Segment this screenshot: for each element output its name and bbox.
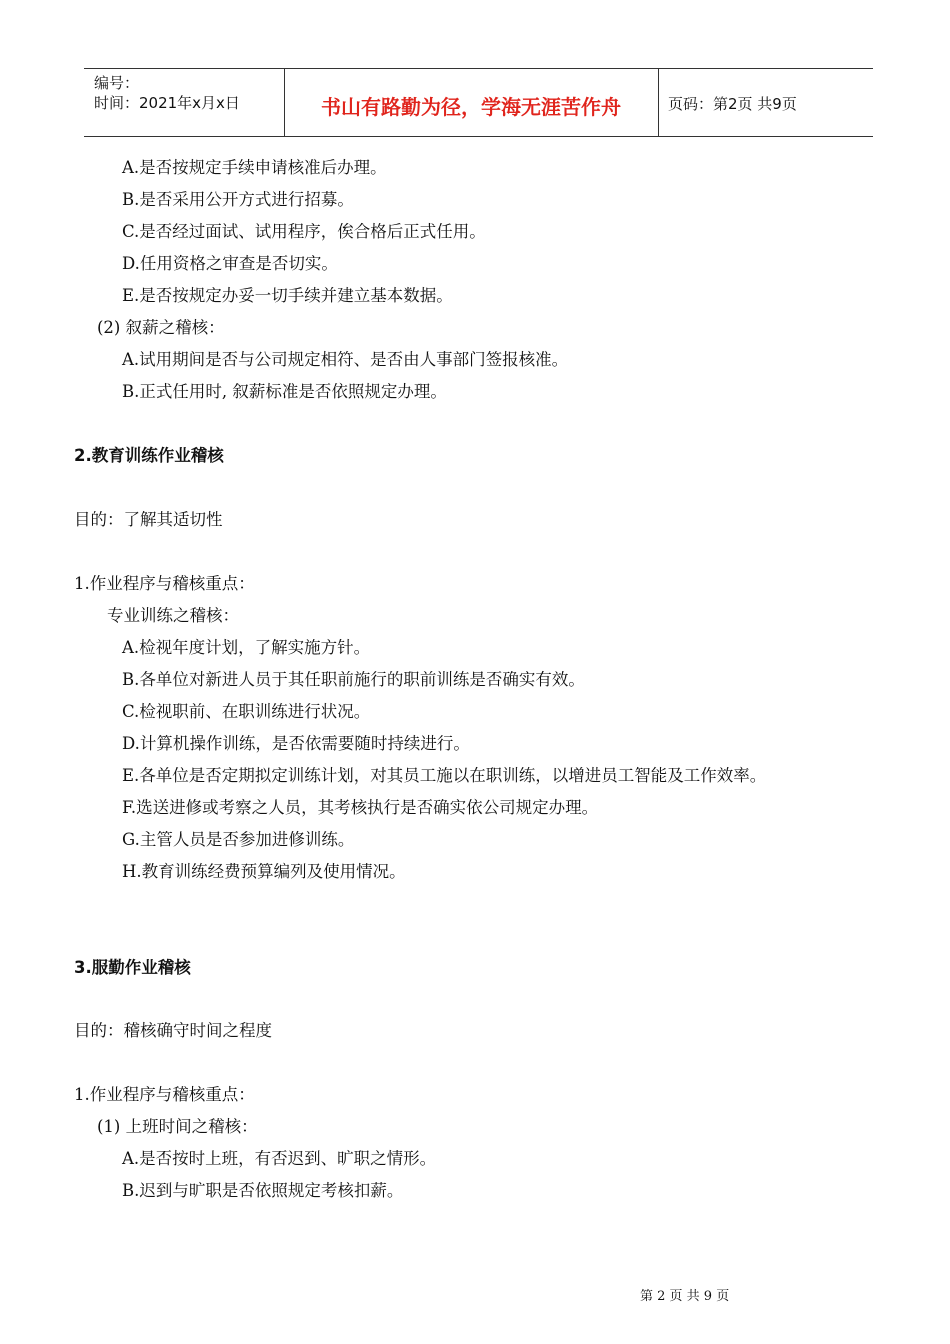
section-heading: 3.服勤作业稽核 — [74, 958, 191, 977]
header-right-cell — [658, 69, 873, 136]
purpose-line: 目的：了解其适切性 — [74, 510, 223, 529]
date-line: 时间：2021年x月x日 — [94, 94, 240, 112]
header-page-info: 页码：第2页 共9页 — [668, 95, 797, 113]
list-item: A.试用期间是否与公司规定相符、是否由人事部门签报核准。 — [122, 350, 569, 369]
list-item: F.选送进修或考察之人员，其考核执行是否确实依公司规定办理。 — [122, 798, 599, 817]
list-item: D.计算机操作训练，是否依需要随时持续进行。 — [122, 734, 470, 753]
list-item: E.各单位是否定期拟定训练计划，对其员工施以在职训练，以增进员工智能及工作效率。 — [122, 766, 767, 785]
list-item: D.任用资格之审查是否切实。 — [122, 254, 338, 273]
purpose-line: 目的：稽核确守时间之程度 — [74, 1021, 272, 1040]
page-footer: 第 2 页 共 9 页 — [640, 1289, 730, 1304]
procedure-title: 1.作业程序与稽核重点： — [74, 1085, 255, 1104]
list-item: A.是否按规定手续申请核准后办理。 — [122, 158, 387, 177]
page-header — [84, 68, 873, 137]
list-item: E.是否按规定办妥一切手续并建立基本数据。 — [122, 286, 453, 305]
serial-number-label: 编号： — [94, 74, 140, 92]
list-item: C.是否经过面试、试用程序，俟合格后正式任用。 — [122, 222, 486, 241]
subsection-title: (1) 上班时间之稽核： — [97, 1117, 258, 1136]
list-item: B.正式任用时, 叙薪标准是否依照规定办理。 — [122, 382, 447, 401]
list-item: B.各单位对新进人员于其任职前施行的职前训练是否确实有效。 — [122, 670, 585, 689]
list-item: A.是否按时上班，有否迟到、旷职之情形。 — [122, 1149, 437, 1168]
section-heading: 2.教育训练作业稽核 — [74, 446, 224, 465]
list-item: C.检视职前、在职训练进行状况。 — [122, 702, 371, 721]
subsection-title: 专业训练之稽核： — [107, 606, 239, 625]
header-motto: 书山有路勤为径，学海无涯苦作舟 — [321, 95, 621, 119]
list-item: H.教育训练经费预算编列及使用情况。 — [122, 862, 406, 881]
subsection-title: (2) 叙薪之稽核： — [97, 318, 225, 337]
procedure-title: 1.作业程序与稽核重点： — [74, 574, 255, 593]
list-item: B.迟到与旷职是否依照规定考核扣薪。 — [122, 1181, 404, 1200]
list-item: B.是否采用公开方式进行招募。 — [122, 190, 354, 209]
header-left-cell — [84, 69, 285, 136]
list-item: G.主管人员是否参加进修训练。 — [122, 830, 355, 849]
header-middle-cell — [284, 69, 659, 136]
list-item: A.检视年度计划，了解实施方针。 — [122, 638, 371, 657]
